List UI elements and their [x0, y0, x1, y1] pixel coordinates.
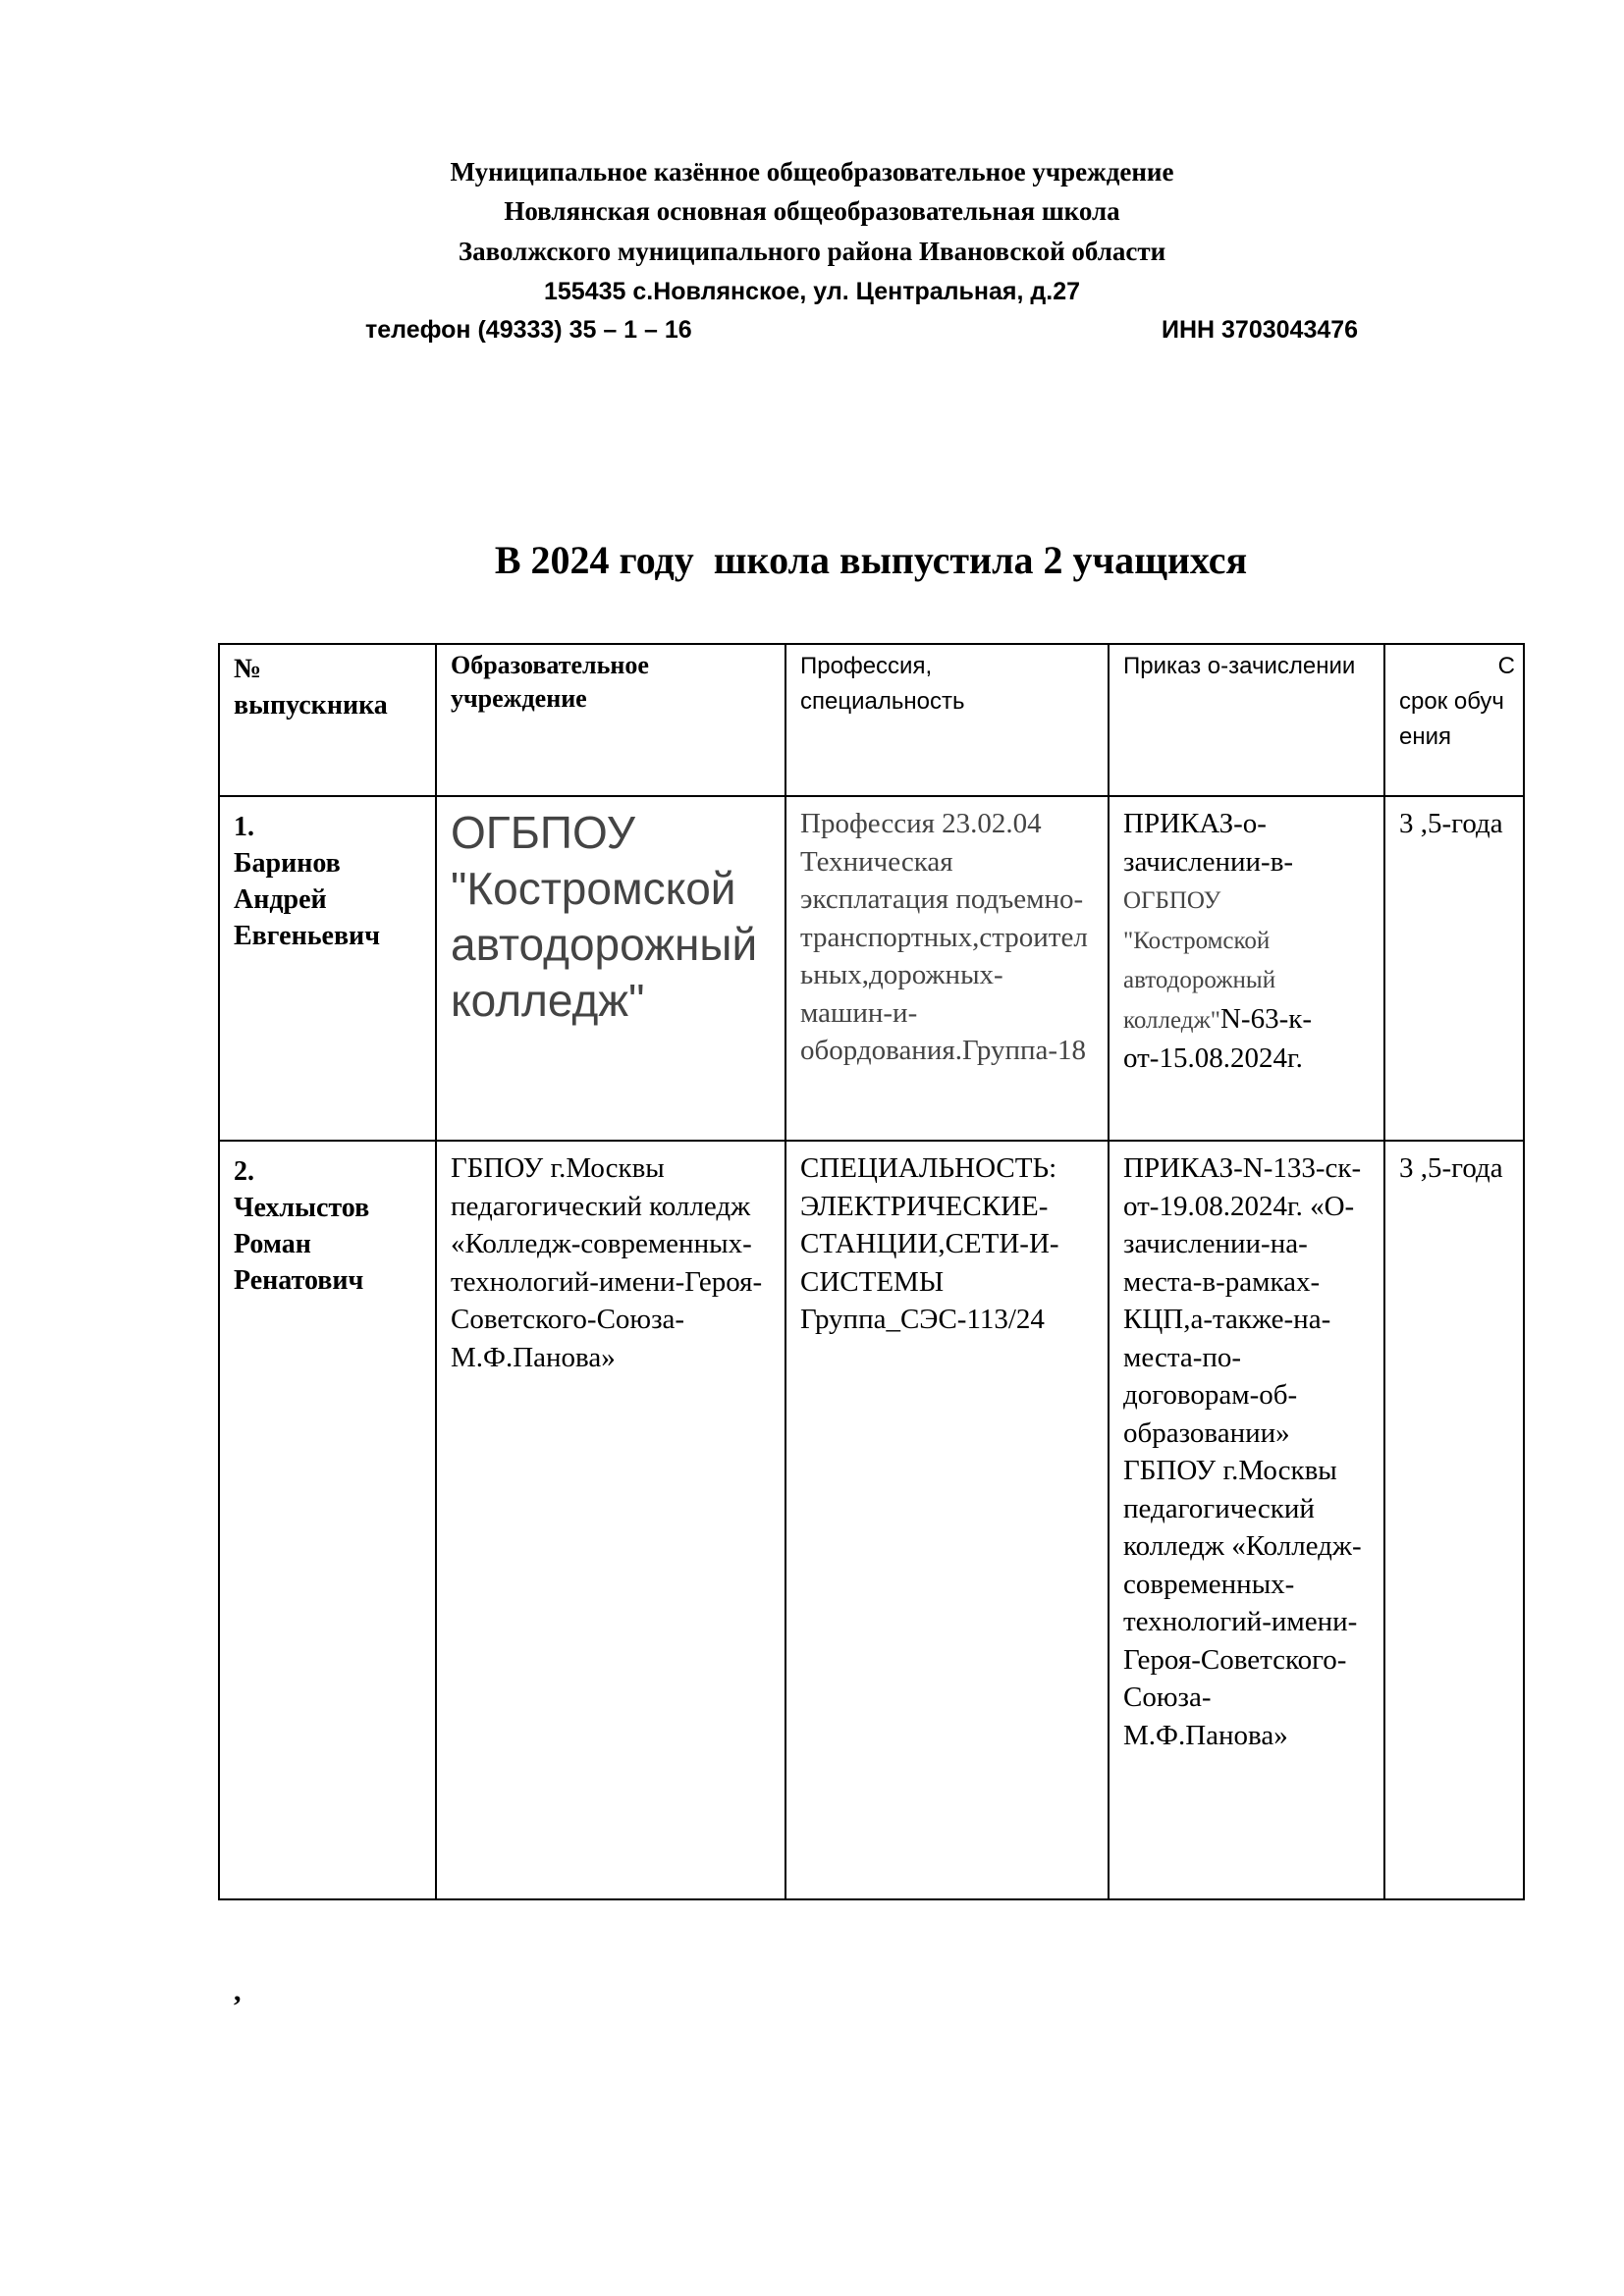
- header-order-cell: [1109, 644, 1384, 796]
- row-1-institution-cell: [436, 796, 785, 1141]
- row-1-number: 1.: [234, 812, 254, 842]
- header-term-symbol: С: [1497, 653, 1515, 679]
- header-number: № выпускника: [234, 654, 388, 721]
- row-1-order: [1123, 801, 1370, 1078]
- header-term: срок обучения: [1399, 688, 1504, 750]
- row-1-order-part3: N-63-к-от-15.08.2024г.: [1123, 1002, 1312, 1074]
- row-2-term: 3 ,5-года: [1399, 1152, 1503, 1184]
- trailing-mark: ,: [234, 1975, 242, 2007]
- row-2-term-cell: [1384, 1141, 1524, 1899]
- page-title: В 2024 году школа выпустила 2 учащихся: [494, 538, 1248, 582]
- row-2-institution-cell: [436, 1141, 785, 1899]
- graduates-table: [218, 643, 1525, 1900]
- header-term-cell: [1384, 644, 1524, 796]
- school-name-line: Муниципальное казённое общеобразовательное учреждение: [450, 157, 1174, 187]
- row-2-name: Чехлыстов Роман Ренатович: [234, 1193, 370, 1296]
- header-institution-cell: [436, 644, 785, 796]
- row-2-profession-cell: [785, 1141, 1109, 1899]
- header-institution: Образовательное учреждение: [451, 651, 649, 713]
- school-full-name-line: Новлянская основная общеобразовательная школа: [504, 196, 1120, 226]
- row-1-profession: Профессия 23.02.04 Техническая эксплатация подъемно-транспортных,строительных,дорожных-машин-и-обордования.Группа-18: [800, 808, 1088, 1066]
- phone-line: телефон (49333) 35 – 1 – 16: [365, 316, 692, 344]
- header-profession: Профессия, специальность: [800, 653, 965, 715]
- row-1-number-cell: [219, 796, 436, 1141]
- row-1-order-cell: [1109, 796, 1384, 1141]
- district-line: Заволжского муниципального района Ивановской области: [458, 237, 1166, 266]
- row-2-number: 2.: [234, 1156, 254, 1187]
- row-1-name: Баринов Андрей Евгеньевич: [234, 848, 380, 951]
- row-2-number-cell: [219, 1141, 436, 1899]
- row-2-institution: ГБПОУ г.Москвы педагогический колледж «Колледж-современных-технологий-имени-Героя-Советского-Союза-М.Ф.Панова»: [451, 1152, 763, 1373]
- row-1-order-part2: ОГБПОУ "Костромской автодорожный колледж": [1123, 887, 1276, 1034]
- table-row: [219, 796, 1524, 1141]
- inn-line: ИНН 3703043476: [1162, 316, 1359, 344]
- row-1-term-cell: [1384, 796, 1524, 1141]
- table-header-row: [219, 644, 1524, 796]
- row-1-order-part1: ПРИКАЗ-о-зачислении-в-: [1123, 808, 1294, 878]
- header-order: Приказ о-зачислении: [1123, 653, 1356, 679]
- row-2-order-cell: [1109, 1141, 1384, 1899]
- row-1-profession-cell: [785, 796, 1109, 1141]
- row-2-profession: СПЕЦИАЛЬНОСТЬ: ЭЛЕКТРИЧЕСКИЕ-СТАНЦИИ,СЕТИ-И-СИСТЕМЫ Группа_СЭС-113/24: [800, 1152, 1059, 1335]
- row-1-term: 3 ,5-года: [1399, 808, 1503, 839]
- header-profession-cell: [785, 644, 1109, 796]
- row-1-institution: ОГБПОУ "Костромской автодорожный колледж": [451, 807, 758, 1026]
- address-line: 155435 с.Новлянское, ул. Центральная, д.27: [544, 278, 1080, 305]
- row-2-order: ПРИКАЗ-N-133-ск-от-19.08.2024г. «О-зачислении-на-места-в-рамках-КЦП,а-также-на-места-по-договорам-об-образовании» ГБПОУ г.Москвы педагогический колледж «Колледж-современных-технологий-имени-Героя-Советского-Союза-М.Ф.Панова»: [1123, 1152, 1362, 1751]
- header-number-cell: [219, 644, 436, 796]
- table-row: [219, 1141, 1524, 1899]
